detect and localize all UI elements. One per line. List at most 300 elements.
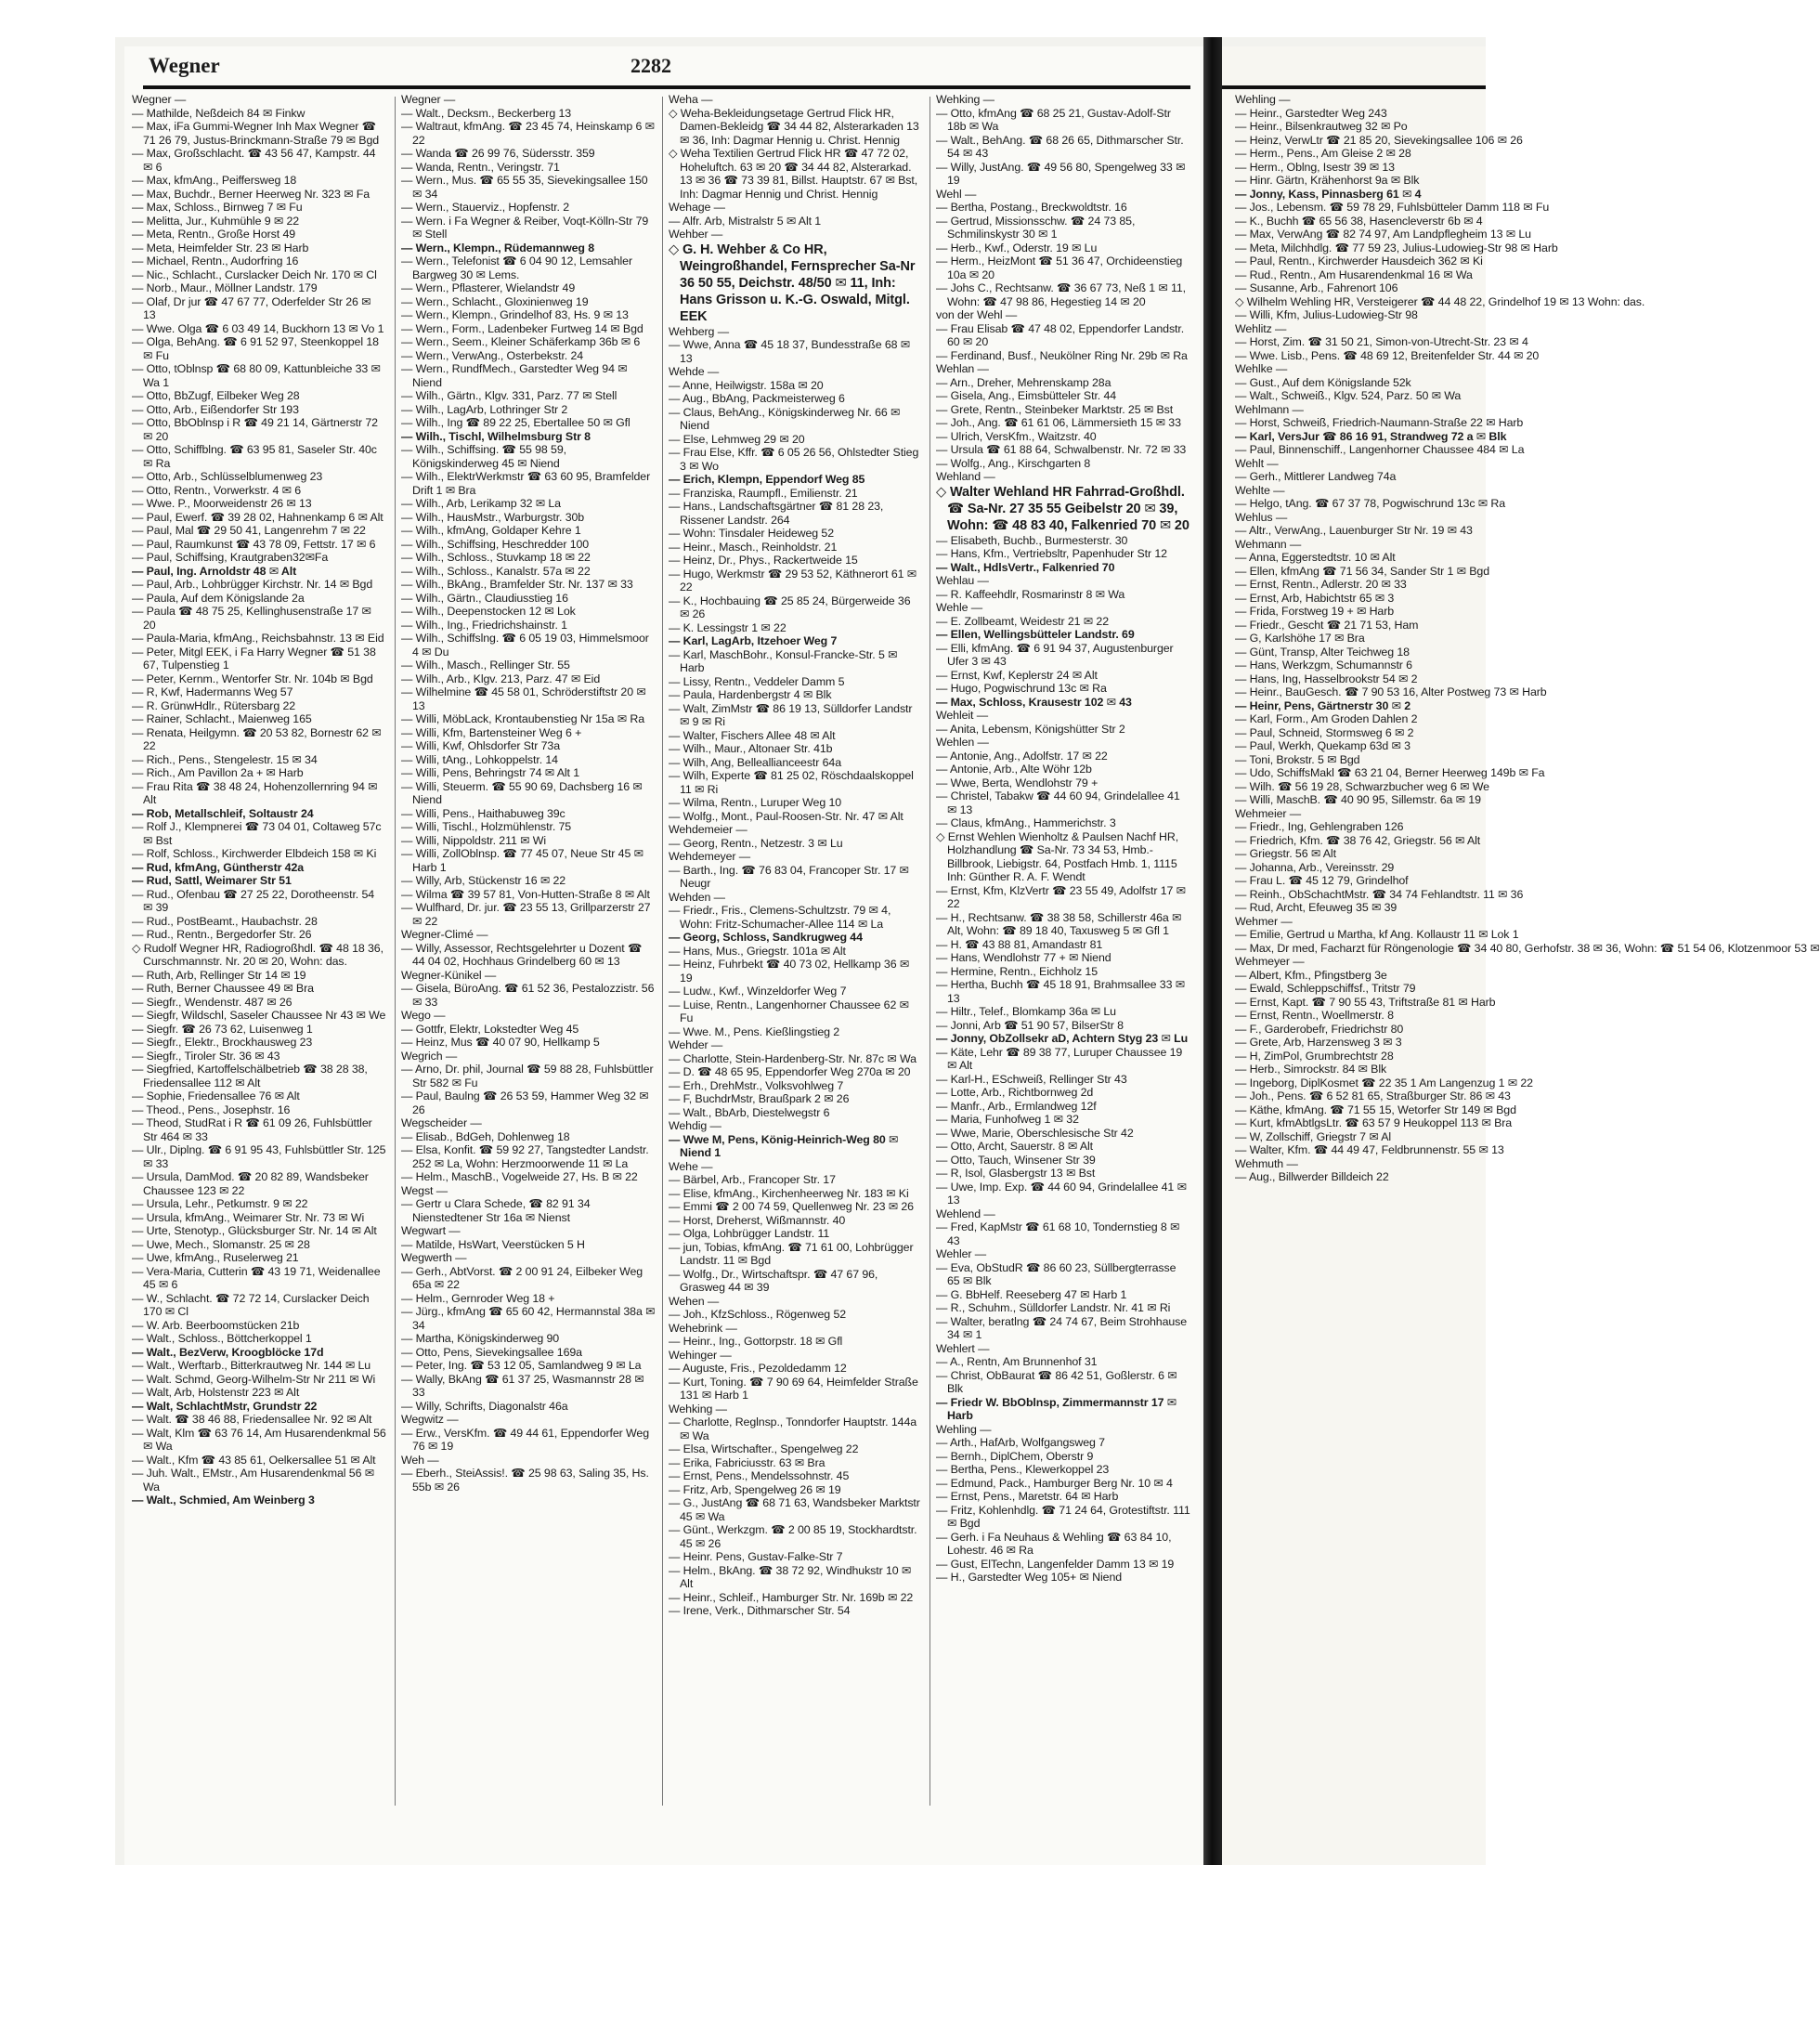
directory-entry: — Willi, Tischl., Holzmühlenstr. 75 <box>401 820 572 833</box>
directory-entry: — H., Garstedter Weg 105+ ✉ Niend <box>936 1571 1123 1584</box>
directory-entry: — Paula, Auf dem Königslande 2a <box>132 591 305 605</box>
surname-heading: Wehlend — <box>936 1207 995 1220</box>
book-gutter <box>1203 37 1222 1865</box>
directory-entry: — Wwe. Lisb., Pens. ☎ 48 69 12, Breitenfelder Str. 44 ✉ 20 <box>1235 348 1540 362</box>
directory-entry: — Renata, Heilgymn. ☎ 20 53 82, Bornestr 62 ✉ 22 <box>132 725 382 752</box>
directory-entry: — Bärbel, Arb., Francoper Str. 17 <box>669 1173 836 1186</box>
directory-entry: — Bertha, Pens., Klewerkoppel 23 <box>936 1463 1110 1476</box>
column-divider <box>662 97 663 1806</box>
directory-entry: — Heinr., Ing., Gottorpstr. 18 ✉ Gfl <box>669 1335 843 1348</box>
directory-entry: — Wern., RundfMech., Garstedter Weg 94 ✉ Niend <box>401 362 628 389</box>
directory-entry: — Vera-Maria, Cutterin ☎ 43 19 71, Weidenallee 45 ✉ 6 <box>132 1264 381 1291</box>
directory-entry: — Gottfr, Elektr, Lokstedter Weg 45 <box>401 1022 579 1036</box>
directory-entry: — Rolf J., Klempnerei ☎ 73 04 01, Coltaweg 57c ✉ Bst <box>132 820 382 847</box>
directory-entry: — Horst, Zim. ☎ 31 50 21, Simon-von-Utrecht-Str. 23 ✉ 4 <box>1235 335 1528 348</box>
directory-entry: — Gust, ElTechn, Langenfelder Damm 13 ✉ 19 <box>936 1557 1175 1571</box>
directory-entry: — Otto, BbZugf, Eilbeker Weg 28 <box>132 389 300 402</box>
directory-entry: — Walt., Schweiß., Klgv. 524, Parz. 50 ✉ Wa <box>1235 389 1462 402</box>
directory-entry: — Hans, Kfm., Vertriebsltr, Papenhuder Str 12 <box>936 547 1167 560</box>
directory-entry: — Wilh., LagArb, Lothringer Str 2 <box>401 402 568 416</box>
directory-entry: — Käte, Lehr ☎ 89 38 77, Luruper Chaussee 19 ✉ Alt <box>936 1045 1183 1072</box>
surname-heading: Wehdig — <box>669 1119 722 1132</box>
directory-entry: — Rolf, Schloss., Kirchwerder Elbdeich 158 ✉ Ki <box>132 847 377 860</box>
directory-entry: — Paula ☎ 48 75 25, Kellinghusenstraße 17 ✉ 20 <box>132 605 371 632</box>
directory-entry: — Rainer, Schlacht., Maienweg 165 <box>132 712 312 725</box>
directory-entry: — Sophie, Friedensallee 76 ✉ Alt <box>132 1089 300 1102</box>
directory-entry: — Wilh., Gärtn., Klgv. 331, Parz. 77 ✉ Stell <box>401 389 618 402</box>
directory-entry: — Urte, Stenotyp., Glücksburger Str. Nr. 14 ✉ Alt <box>132 1224 377 1237</box>
directory-entry: — Alfr. Arb, Mistralstr 5 ✉ Alt 1 <box>669 214 822 228</box>
surname-heading: Wehen — <box>669 1294 720 1308</box>
directory-entry: — Elisabeth, Buchb., Burmesterstr. 30 <box>936 533 1128 547</box>
directory-entry: — Rud., Ofenbau ☎ 27 25 22, Dorotheenstr. 54 ✉ 39 <box>132 887 375 914</box>
directory-entry: — Helm., BkAng. ☎ 38 72 92, Windhukstr 10 ✉ Alt <box>669 1563 912 1590</box>
directory-entry: — Reinh., ObSchachtMstr. ☎ 34 74 Fehlandtstr. 11 ✉ 36 <box>1235 887 1524 901</box>
directory-entry: — Ernst, Rentn., Adlerstr. 20 ✉ 33 <box>1235 578 1407 591</box>
directory-entry: — F., Garderobefr, Friedrichstr 80 <box>1235 1022 1404 1036</box>
surname-heading: Wehlert — <box>936 1341 990 1355</box>
directory-entry: — Paul, Mal ☎ 29 50 41, Langenrehm 7 ✉ 22 <box>132 524 366 537</box>
directory-entry: — Wilh., Masch., Rellinger Str. 55 <box>401 659 570 672</box>
surname-heading: Wehling — <box>1235 93 1291 106</box>
directory-entry: — Rich., Pens., Stengelestr. 15 ✉ 34 <box>132 752 318 766</box>
directory-entry: — Max, Dr med, Facharzt für Röngenologie ☎ 34 40 80, Gerhofstr. 38 ✉ 36, Wohn: ☎ 51 54 06, Klotzenmoor 53 ✉ <box>1235 941 1820 955</box>
directory-entry: — Elise, kfmAng., Kirchenheerweg Nr. 183 ✉ Ki <box>669 1186 909 1200</box>
directory-entry: — Maria, Funhofweg 1 ✉ 32 <box>936 1113 1079 1126</box>
directory-entry: — Karl-H., ESchweiß, Rellinger Str 43 <box>936 1072 1127 1086</box>
directory-entry: — Max, iFa Gummi-Wegner Inh Max Wegner ☎ 71 26 79, Justus-Brinckmann-Straße 79 ✉ Bgd <box>132 120 380 147</box>
directory-entry: — Wilh., Arb., Klgv. 213, Parz. 47 ✉ Eid <box>401 672 601 685</box>
directory-entry: — Heinr., Bilsenkrautweg 32 ✉ Po <box>1235 120 1408 133</box>
directory-entry: — Heinr. Pens, Gustav-Falke-Str 7 <box>669 1550 843 1563</box>
directory-entry: — Karl, VersJur ☎ 86 16 91, Strandweg 72 a ✉ Blk <box>1235 429 1507 443</box>
directory-entry: — Max, Buchdr., Berner Heerweg Nr. 323 ✉ Fa <box>132 187 370 201</box>
directory-entry: — Gerh., Mittlerer Landweg 74a <box>1235 470 1397 483</box>
directory-entry: — Erh., DrehMstr., Volksvohlweg 7 <box>669 1078 844 1092</box>
directory-entry: — Emilie, Gertrud u Martha, kf Ang. Kollaustr 11 ✉ Lok 1 <box>1235 928 1519 941</box>
directory-entry: — Karl, MaschBohr., Konsul-Francke-Str. 5 ✉ Harb <box>669 647 898 674</box>
directory-entry: — Willy, JustAng. ☎ 49 56 80, Spengelweg 33 ✉ 19 <box>936 160 1186 187</box>
directory-entry: — Meta, Milchhdlg. ☎ 77 59 23, Julius-Ludowieg-Str 98 ✉ Harb <box>1235 241 1558 254</box>
directory-entry: — Wern., Klempn., Rüdemannweg 8 <box>401 241 595 254</box>
directory-entry: — Walt., HdlsVertr., Falkenried 70 <box>936 560 1115 574</box>
directory-entry: — A., Rentn, Am Brunnenhof 31 <box>936 1355 1098 1368</box>
surname-heading: Wegwart — <box>401 1224 461 1237</box>
directory-entry: — Michael, Rentn., Audorfring 16 <box>132 254 299 267</box>
directory-entry: — Wilh., kfmAng, Goldaper Kehre 1 <box>401 524 581 537</box>
running-head <box>124 46 1203 89</box>
directory-entry: — Peter, Kernm., Wentorfer Str. Nr. 104b ✉ Bgd <box>132 672 373 685</box>
directory-entry: — Wern., Pflasterer, Wielandstr 49 <box>401 281 576 294</box>
directory-entry: — Herm., HeizMont ☎ 51 36 47, Orchideenstieg 10a ✉ 20 <box>936 254 1183 281</box>
directory-entry: — Hiltr., Telef., Blomkamp 36a ✉ Lu <box>936 1005 1116 1018</box>
directory-entry: — Emmi ☎ 2 00 74 59, Quellenweg Nr. 23 ✉ 26 <box>669 1200 914 1213</box>
directory-entry: — Walt, SchlachtMstr, Grundstr 22 <box>132 1399 318 1413</box>
directory-entry: — Walt., BezVerw, Kroogblöcke 17d <box>132 1345 324 1359</box>
directory-entry: — Ruth, Berner Chaussee 49 ✉ Bra <box>132 982 314 995</box>
directory-entry: — Albert, Kfm., Pfingstberg 3e <box>1235 968 1387 982</box>
directory-entry: — Walter, beratlng ☎ 24 74 67, Beim Strohhause 34 ✉ 1 <box>936 1314 1188 1341</box>
directory-entry: — Olga, BehAng. ☎ 6 91 52 97, Steenkoppel 18 ✉ Fu <box>132 335 379 362</box>
directory-entry: — Ernst, Kapt. ☎ 7 90 55 43, Triftstraße 81 ✉ Harb <box>1235 995 1496 1009</box>
surname-heading: Wehmer — <box>1235 914 1293 928</box>
directory-entry: — Ursula, Lehr., Petkumstr. 9 ✉ 22 <box>132 1197 308 1210</box>
directory-entry: — Walter, Kfm. ☎ 44 49 47, Feldbrunnenstr. 55 ✉ 13 <box>1235 1143 1504 1156</box>
directory-entry: — Siegfr., Elektr., Brockhausweg 23 <box>132 1036 313 1049</box>
directory-entry: — Günt, Transp, Alter Teichweg 18 <box>1235 645 1410 659</box>
directory-entry: — Karl, Form., Am Groden Dahlen 2 <box>1235 712 1418 725</box>
directory-entry: — Anna, Eggerstedtstr. 10 ✉ Alt <box>1235 551 1396 564</box>
column-divider <box>395 97 396 1806</box>
directory-entry: — Wilh., Schiffslng. ☎ 6 05 19 03, Himmelsmoor 4 ✉ Du <box>401 632 649 659</box>
directory-entry: — Siegfr., Tiroler Str. 36 ✉ 43 <box>132 1049 280 1063</box>
directory-entry: — Paul, Arb., Lohbrügger Kirchstr. Nr. 14 ✉ Bgd <box>132 578 373 591</box>
surname-heading: Wehdemeier — <box>669 823 748 836</box>
directory-entry: — Gerh. i Fa Neuhaus & Wehling ☎ 63 84 10, Lohestr. 46 ✉ Ra <box>936 1530 1172 1557</box>
directory-entry: — Rud, Archt, Efeuweg 35 ✉ 39 <box>1235 901 1398 914</box>
surname-heading: Wehberg — <box>669 324 729 338</box>
surname-heading: Wehler — <box>936 1247 987 1260</box>
directory-entry: — Elisab., BdGeh, Dohlenweg 18 <box>401 1129 570 1143</box>
directory-entry: — Aug., BbAng, Packmeisterweg 6 <box>669 392 845 405</box>
directory-entry: — Gisela, BüroAng. ☎ 61 52 36, Pestalozzistr. 56 ✉ 33 <box>401 982 655 1009</box>
directory-entry: — Wilh, Experte ☎ 81 25 02, Röschdaalskoppel 11 ✉ Ri <box>669 769 914 796</box>
directory-entry: — Anita, Lebensm, Königshütter Str 2 <box>936 722 1125 736</box>
directory-entry: — Wanda ☎ 26 99 76, Südersstr. 359 <box>401 147 595 160</box>
directory-entry: — Paula, Hardenbergstr 4 ✉ Blk <box>669 688 832 701</box>
directory-entry: — Georg, Schloss, Sandkrugweg 44 <box>669 931 863 944</box>
column-4 <box>936 93 1190 1839</box>
directory-entry: — Johs C., Rechtsanw. ☎ 36 67 73, Neß 1 ✉ 11, Wohn: ☎ 47 98 86, Hegestieg 14 ✉ 20 <box>936 281 1187 308</box>
directory-entry: — Meta, Heimfelder Str. 23 ✉ Harb <box>132 241 309 254</box>
directory-entry: — Susanne, Arb., Fahrenort 106 <box>1235 281 1398 294</box>
surname-heading: Wehber — <box>669 228 723 241</box>
surname-heading: Wehking — <box>936 93 994 106</box>
directory-entry: — Gisela, Ang., Eimsbütteler Str. 44 <box>936 389 1117 402</box>
directory-entry: — Charlotte, Reglnsp., Tonndorfer Hauptstr. 144a ✉ Wa <box>669 1415 917 1442</box>
directory-entry: — Horst, Schweiß, Friedrich-Naumann-Straße 22 ✉ Harb <box>1235 416 1524 429</box>
directory-entry: — Wilh, Ang, Belleallianceestr 64a <box>669 755 841 769</box>
directory-entry: — Willi, Steuerm. ☎ 55 90 69, Dachsberg 16 ✉ Niend <box>401 779 643 806</box>
surname-heading: Wegscheider — <box>401 1116 482 1129</box>
directory-entry: — Wern. i Fa Wegner & Reiber, Voqt-Kölln-Str 79 ✉ Stell <box>401 214 649 241</box>
directory-entry: — Walt, Arb, Holstenstr 223 ✉ Alt <box>132 1386 300 1399</box>
directory-entry: — R, Isol, Glasbergstr 13 ✉ Bst <box>936 1167 1096 1180</box>
directory-entry: — Wilh. ☎ 56 19 28, Schwarzbucher weg 6 ✉ We <box>1235 779 1489 793</box>
directory-entry: — Willy, Assessor, Rechtsgelehrter u Dozent ☎ 44 04 02, Hochhaus Grindelberg 60 ✉ 13 <box>401 941 643 968</box>
directory-entry: — Max, Großschlacht. ☎ 43 56 47, Kampstr. 44 ✉ 6 <box>132 147 376 174</box>
surname-heading: Wehlus — <box>1235 510 1288 524</box>
directory-entry: — F, BuchdrMstr, Braußpark 2 ✉ 26 <box>669 1092 850 1105</box>
directory-entry: — Friedr W. BbOblnsp, Zimmermannstr 17 ✉ Harb <box>936 1395 1177 1422</box>
directory-entry: — Wilh., Schiffsing. ☎ 55 98 59, Königskinderweg 45 ✉ Niend <box>401 443 566 470</box>
next-page-column <box>1235 93 1820 1839</box>
directory-entry: — Ursula ☎ 61 88 64, Schwalbenstr. Nr. 72 ✉ 33 <box>936 443 1187 456</box>
directory-entry: — Claus, kfmAng., Hammerichstr. 3 <box>936 816 1116 829</box>
directory-entry: — Edmund, Pack., Hamburger Berg Nr. 10 ✉ 4 <box>936 1476 1173 1490</box>
directory-entry: — Theod., Pens., Josephstr. 16 <box>132 1102 291 1116</box>
directory-entry: — R, Kwf, Hadermanns Weg 57 <box>132 685 293 698</box>
directory-entry: — Paul, Ing. Arnoldstr 48 ✉ Alt <box>132 564 297 578</box>
directory-entry: — Wwe. Olga ☎ 6 03 49 14, Buckhorn 13 ✉ Vo 1 <box>132 321 384 335</box>
directory-entry: — Wilh., Tischl, Wilhelmsburg Str 8 <box>401 429 591 443</box>
directory-entry: — Olaf, Dr jur ☎ 47 67 77, Oderfelder Str 26 ✉ 13 <box>132 294 371 321</box>
directory-entry: — H. ☎ 43 88 81, Amandastr 81 <box>936 937 1103 951</box>
directory-entry: — Wern., Telefonist ☎ 6 04 90 12, Lemsahler Bargweg 30 ✉ Lems. <box>401 254 632 281</box>
directory-entry: — Fritz, Arb, Spengelweg 26 ✉ 19 <box>669 1482 841 1496</box>
directory-entry: — Horst, Dreherst, Wißmannstr. 40 <box>669 1213 846 1227</box>
directory-entry: — Hans, Mus., Griegstr. 101a ✉ Alt <box>669 944 846 958</box>
directory-entry: — Willi, MöbLack, Krontaubenstieg Nr 15a ✉ Ra <box>401 712 645 725</box>
directory-entry: — Walt. Schmd, Georg-Wilhelm-Str Nr 211 ✉ Wi <box>132 1372 376 1386</box>
directory-entry: — Wilh., Schiffsing, Heschredder 100 <box>401 537 590 551</box>
surname-heading: Wehlt — <box>1235 456 1279 470</box>
directory-entry: — Eva, ObStudR ☎ 86 60 23, Süllbergterrasse 65 ✉ Blk <box>936 1260 1176 1287</box>
directory-entry: — Walt., Schmied, Am Weinberg 3 <box>132 1494 315 1507</box>
surname-heading: Wehlan — <box>936 362 989 375</box>
directory-entry: — Rud., PostBeamt., Haubachstr. 28 <box>132 914 318 928</box>
directory-entry: — Wilhelmine ☎ 45 58 01, Schröderstiftstr 20 ✉ 13 <box>401 685 646 712</box>
directory-entry: — Jonny, Kass, Pinnasberg 61 ✉ 4 <box>1235 187 1422 201</box>
directory-entry: — Ferdinand, Busf., Neukölner Ring Nr. 29b ✉ Ra <box>936 348 1188 362</box>
directory-entry: — Gerh., AbtVorst. ☎ 2 00 91 24, Eilbeker Weg 65a ✉ 22 <box>401 1264 644 1291</box>
directory-entry: — Matilde, HsWart, Veerstücken 5 H <box>401 1237 585 1251</box>
directory-entry: — Willi, Pens., Haithabuweg 39c <box>401 806 566 820</box>
directory-entry: — Georg, Rentn., Netzestr. 3 ✉ Lu <box>669 836 843 850</box>
directory-entry: — Theod, StudRat i R ☎ 61 09 26, Fuhlsbüttler Str 464 ✉ 33 <box>132 1116 372 1143</box>
directory-entry: — Arno, Dr. phil, Journal ☎ 59 88 28, Fuhlsbüttler Str 582 ✉ Fu <box>401 1063 654 1089</box>
directory-entry: — W., Schlacht. ☎ 72 72 14, Curslacker Deich 170 ✉ Cl <box>132 1291 370 1318</box>
directory-entry: — G, Karlshöhe 17 ✉ Bra <box>1235 632 1365 645</box>
directory-entry: — Rud, kfmAng, Güntherstr 42a <box>132 860 305 874</box>
directory-entry: — Herb., Kwf., Oderstr. 19 ✉ Lu <box>936 241 1098 254</box>
directory-entry: — Else, Lehmweg 29 ✉ 20 <box>669 432 805 446</box>
directory-entry: — K., Hochbauing ☎ 25 85 24, Bürgerweide 36 ✉ 26 <box>669 594 911 620</box>
directory-entry: — Ernst, Rentn., Woellmerstr. 8 <box>1235 1009 1394 1022</box>
directory-entry: — Ruth, Arb, Rellinger Str 14 ✉ 19 <box>132 968 306 982</box>
directory-entry: — Otto, Arb., Schlüsselblumenweg 23 <box>132 470 323 483</box>
directory-entry: — Wilh., Gärtn., Claudiusstieg 16 <box>401 591 568 605</box>
directory-entry: — Jonni, Arb ☎ 51 90 57, BilserStr 8 <box>936 1018 1124 1032</box>
directory-entry: — Heinz, Fuhrbekt ☎ 40 73 02, Hellkamp 36 ✉ 19 <box>669 958 910 985</box>
directory-entry: — Wolfg., Mont., Paul-Roosen-Str. Nr. 47 ✉ Alt <box>669 809 904 823</box>
directory-entry: — K., Buchh ☎ 65 56 38, Hasencleverstr 6b ✉ 4 <box>1235 214 1483 228</box>
directory-entry: — Wern., Schlacht., Gloxinienweg 19 <box>401 294 589 308</box>
surname-heading: Wehlen — <box>936 736 989 749</box>
directory-entry: — Hans., Landschaftsgärtner ☎ 81 28 23, Rissener Landstr. 264 <box>669 500 884 527</box>
directory-entry: — Toni, Brokstr. 5 ✉ Bgd <box>1235 752 1360 766</box>
directory-entry: — Arn., Dreher, Mehrenskamp 28a <box>936 375 1112 389</box>
next-page-fragment <box>1222 46 1820 1865</box>
directory-entry: — Herm., Oblng, Isestr 39 ✉ 13 <box>1235 160 1395 174</box>
directory-entry: — Auguste, Fris., Pezoldedamm 12 <box>669 1362 847 1375</box>
surname-heading: Wehlau — <box>936 574 989 587</box>
directory-entry: — Käthe, kfmAng. ☎ 71 55 15, Wetorfer Str 149 ✉ Bgd <box>1235 1102 1516 1116</box>
directory-entry: — Willi, Pens, Behringstr 74 ✉ Alt 1 <box>401 766 580 779</box>
directory-entry: — R. Kaffeehdlr, Rosmarinstr 8 ✉ Wa <box>936 587 1125 601</box>
page-number: 2282 <box>630 54 671 77</box>
directory-entry: — Paula-Maria, kfmAng., Reichsbahnstr. 13 ✉ Eid <box>132 632 384 645</box>
directory-entry: — Otto, tOblnsp ☎ 68 80 09, Kattunbleiche 33 ✉ Wa 1 <box>132 362 381 389</box>
directory-entry: — Norb., Maur., Möllner Landstr. 179 <box>132 281 318 294</box>
directory-entry: — Frau L. ☎ 45 12 79, Grindelhof <box>1235 874 1409 887</box>
directory-entry: — Willi, MaschB. ☎ 40 90 95, Sillemstr. 6a ✉ 19 <box>1235 793 1481 806</box>
directory-entry: — Rob, Metallschleif, Soltaustr 24 <box>132 806 314 820</box>
directory-entry: — Uwe, Imp. Exp. ☎ 44 60 94, Grindelallee 41 ✉ 13 <box>936 1180 1187 1207</box>
directory-page <box>124 46 1203 1865</box>
directory-entry: — Ulrich, VersKfm., Waitzstr. 40 <box>936 429 1097 443</box>
directory-entry: — Wilh., HausMstr., Warburgstr. 30b <box>401 510 585 524</box>
directory-entry: — Wanda, Rentn., Veringstr. 71 <box>401 160 560 174</box>
directory-entry: — jun, Tobias, kfmAng. ☎ 71 61 00, Lohbrügger Landstr. 11 ✉ Bgd <box>669 1240 914 1267</box>
directory-entry: — H., Rechtsanw. ☎ 38 38 58, Schillerstr 46a ✉ Alt, Wohn: ☎ 89 18 40, Taxusweg 5 ✉ Gfl 1 <box>936 910 1182 937</box>
directory-entry: — H, ZimPol, Grumbrechtstr 28 <box>1235 1049 1394 1063</box>
directory-entry: — Ernst, Kwf, Keplerstr 24 ✉ Alt <box>936 668 1098 682</box>
directory-entry: — Walt., BbArb, Diestelwegstr 6 <box>669 1105 830 1119</box>
directory-entry: — Wilh., ElektrWerkmstr ☎ 63 60 95, Bramfelder Drift 1 ✉ Bra <box>401 470 651 497</box>
directory-entry: — Max, VerwAng ☎ 82 74 97, Am Landpflegheim 13 ✉ Lu <box>1235 228 1531 241</box>
directory-entry: — Rich., Am Pavillon 2a + ✉ Harb <box>132 766 304 779</box>
column-2 <box>401 93 656 1839</box>
directory-entry: — Helm., Gernroder Weg 18 + <box>401 1291 555 1305</box>
directory-entry: — G., JustAng ☎ 68 71 63, Wandsbeker Marktstr 45 ✉ Wa <box>669 1496 920 1523</box>
directory-entry: — Uwe, Mech., Slomanstr. 25 ✉ 28 <box>132 1237 310 1251</box>
directory-entry: — Nic., Schlacht., Curslacker Deich Nr. 170 ✉ Cl <box>132 267 377 281</box>
directory-entry: — Paul, Raumkunst ☎ 43 78 09, Fettstr. 17 ✉ 6 <box>132 537 376 551</box>
directory-entry: — Jürg., kfmAng ☎ 65 60 42, Hermannstal 38a ✉ 34 <box>401 1305 656 1332</box>
directory-entry: — Aug., Billwerder Billdeich 22 <box>1235 1170 1389 1183</box>
directory-entry: — Max, Schloss, Krausestr 102 ✉ 43 <box>936 695 1132 709</box>
directory-entry: — Johanna, Arb., Vereinsstr. 29 <box>1235 860 1395 874</box>
directory-entry: — Wolfg., Ang., Kirschgarten 8 <box>936 456 1091 470</box>
header-rule <box>1222 85 1486 89</box>
directory-entry: — G. BbHelf. Reeseberg 47 ✉ Harb 1 <box>936 1287 1127 1301</box>
directory-entry: ◇ G. H. Wehber & Co HR, Weingroßhandel, Fernsprecher Sa-Nr 36 50 55, Deichstr. 48/50 ✉ 11, Inh: Hans Grisson u. K.-G. Oswald, Mitgl. EEK <box>669 241 916 324</box>
directory-entry: — Frau Elisab ☎ 47 48 02, Eppendorfer Landstr. 60 ✉ 20 <box>936 321 1185 348</box>
directory-entry: — Wilh., Arb, Lerikamp 32 ✉ La <box>401 497 561 510</box>
directory-entry: — Paul, Rentn., Kirchwerder Hausdeich 362 ✉ Ki <box>1235 254 1483 267</box>
directory-entry: — Mathilde, Neßdeich 84 ✉ Finkw <box>132 106 306 120</box>
directory-entry: — Bernh., DiplChem, Oberstr 9 <box>936 1449 1094 1463</box>
surname-heading: Wehmeier — <box>1235 806 1302 820</box>
surname-heading: Wehlmann — <box>1235 402 1304 416</box>
surname-heading: Wehmuth — <box>1235 1156 1298 1170</box>
directory-entry: — Wolfg., Dr., Wirtschaftspr. ☎ 47 67 96, Grasweg 44 ✉ 39 <box>669 1267 878 1294</box>
surname-heading: Wehking — <box>669 1402 727 1415</box>
directory-entry: — Luise, Rentn., Langenhorner Chaussee 62 ✉ Fu <box>669 998 909 1024</box>
directory-entry: — Willi, tAng., Lohkoppelstr. 14 <box>401 752 558 766</box>
directory-entry: — Ellen, Wellingsbütteler Landstr. 69 <box>936 628 1135 641</box>
directory-entry: — Heinr., Garstedter Weg 243 <box>1235 106 1387 120</box>
directory-entry: — Charlotte, Stein-Hardenberg-Str. Nr. 87c ✉ Wa <box>669 1051 916 1065</box>
directory-entry: — D. ☎ 48 65 95, Eppendorfer Weg 270a ✉ 20 <box>669 1065 911 1078</box>
directory-entry: — Otto, Arb., Eißendorfer Str 193 <box>132 402 299 416</box>
surname-heading: von der Wehl — <box>936 308 1018 321</box>
directory-entry: — Ernst, Arb, Habichtstr 65 ✉ 3 <box>1235 591 1395 605</box>
directory-entry: — K. Lessingstr 1 ✉ 22 <box>669 620 786 634</box>
directory-entry: — Fritz, Kohlenhdlg. ☎ 71 24 64, Grotestiftstr. 111 ✉ Bgd <box>936 1503 1190 1530</box>
directory-entry: — Jonny, ObZollsekr aD, Achtern Styg 23 ✉ Lu <box>936 1032 1189 1045</box>
column-1 <box>132 93 386 1839</box>
directory-entry: — W, Zollschiff, Griegstr 7 ✉ Al <box>1235 1129 1392 1143</box>
directory-entry: — Ewald, Schleppschiffsf., Tritstr 79 <box>1235 982 1416 995</box>
directory-entry: — Friedrich, Kfm. ☎ 38 76 42, Griegstr. 56 ✉ Alt <box>1235 833 1481 847</box>
surname-heading: Wegwitz — <box>401 1413 459 1426</box>
surname-heading: Wehmann — <box>1235 537 1302 551</box>
directory-entry: — Hans, Werkzgm, Schumannstr 6 <box>1235 659 1412 672</box>
directory-entry: — Wern., Stauerviz., Hopfenstr. 2 <box>401 201 570 214</box>
directory-entry: — Hinr. Gärtn, Krähenhorst 9a ✉ Blk <box>1235 174 1420 187</box>
running-head-name: Wegner <box>149 54 220 77</box>
directory-entry: — Otto, BbOblnsp i R ☎ 49 21 14, Gärtnerstr 72 ✉ 20 <box>132 416 378 443</box>
directory-entry: — Claus, BehAng., Königskinderweg Nr. 66 ✉ Niend <box>669 405 901 432</box>
directory-entry: — Altr., VerwAng., Lauenburger Str Nr. 19 ✉ 43 <box>1235 524 1473 537</box>
surname-heading: Wehmeyer — <box>1235 955 1305 968</box>
directory-entry: — Antonie, Arb., Alte Wöhr 12b <box>936 763 1092 776</box>
directory-entry: — Otto, Rentn., Vorwerkstr. 4 ✉ 6 <box>132 483 301 497</box>
directory-entry: — Friedr., Fris., Clemens-Schultzstr. 79 ✉ 4, Wohn: Fritz-Schumacher-Allee 114 ✉ La <box>669 904 891 931</box>
directory-entry: — Helgo, tAng. ☎ 67 37 78, Pogwischrund 13c ✉ Ra <box>1235 497 1506 510</box>
header-rule <box>143 85 1190 89</box>
directory-entry: — Melitta, Jur., Kuhmühle 9 ✉ 22 <box>132 214 300 228</box>
directory-entry: — Meta, Rentn., Große Horst 49 <box>132 228 296 241</box>
directory-entry: — Willi, Nippoldstr. 211 ✉ Wi <box>401 833 546 847</box>
directory-entry: — Frau Rita ☎ 38 48 24, Hohenzollernring 94 ✉ Alt <box>132 779 378 806</box>
directory-entry: — Willi, Kwf, Ohlsdorfer Str 73a <box>401 739 561 752</box>
surname-heading: Wegner-Climé — <box>401 928 488 941</box>
directory-entry: — Paul, Baulng ☎ 26 53 59, Hammer Weg 32 ✉ 26 <box>401 1089 649 1116</box>
surname-heading: Wegner — <box>401 93 456 106</box>
directory-entry: — Walt, ZimMstr ☎ 86 19 13, Sülldorfer Landstr ✉ 9 ✉ Ri <box>669 701 913 728</box>
directory-entry: — Otto, Tauch, Winsener Str 39 <box>936 1153 1096 1167</box>
directory-entry: — E. Zollbeamt, Weidestr 21 ✉ 22 <box>936 614 1110 628</box>
surname-heading: Weh — <box>401 1453 439 1467</box>
directory-entry: — Elsa, Wirtschafter., Spengelweg 22 <box>669 1442 859 1455</box>
directory-entry: — Erw., VersKfm. ☎ 49 44 61, Eppendorfer Weg 76 ✉ 19 <box>401 1426 650 1453</box>
directory-entry: — R. GrünwHdlr., Rütersbarg 22 <box>132 698 296 712</box>
directory-entry: — Wwe, Berta, Wendlohstr 79 + <box>936 776 1098 789</box>
surname-heading: Wehinger — <box>669 1348 732 1362</box>
directory-entry: — Barth., Ing. ☎ 76 83 04, Francoper Str. 17 ✉ Neugr <box>669 863 909 890</box>
directory-entry: — Kurt, kfmAbtlgsLtr. ☎ 63 57 9 Heukoppel 113 ✉ Bra <box>1235 1116 1513 1129</box>
directory-entry: ◇ Ernst Wehlen Wienholtz & Paulsen Nachf HR, Holzhandlung ☎ Sa-Nr. 73 34 53, Hmb.-Billbrook, Liebigstr. 64, Postfach Hmb. 1, 1115 Inh: Günther R. A. F. Wendt <box>936 829 1179 883</box>
directory-entry: — Günt., Werkzgm. ☎ 2 00 85 19, Stockhardtstr. 45 ✉ 26 <box>669 1523 917 1550</box>
directory-entry: — Juh. Walt., EMstr., Am Husarendenkmal 56 ✉ Wa <box>132 1467 374 1494</box>
directory-entry: — Otto, kfmAng ☎ 68 25 21, Gustav-Adolf-Str 18b ✉ Wa <box>936 106 1171 133</box>
directory-entry: — Ernst, Pens., Maretstr. 64 ✉ Harb <box>936 1490 1119 1503</box>
directory-entry: — Wilh., Deepenstocken 12 ✉ Lok <box>401 605 576 618</box>
surname-heading: Wehe — <box>669 1159 713 1173</box>
directory-entry: — Paul, Binnenschiff., Langenhorner Chaussee 484 ✉ La <box>1235 443 1525 456</box>
directory-entry: — Waltraut, kfmAng. ☎ 23 45 74, Heinskamp 6 ✉ 22 <box>401 120 655 147</box>
directory-entry: — Otto, Schiffblng. ☎ 63 95 81, Saseler Str. 40c ✉ Ra <box>132 443 377 470</box>
directory-entry: — Heinz, Dr., Phys., Rackertweide 15 <box>669 554 858 567</box>
directory-entry: — Erika, Fabriciusstr. 63 ✉ Bra <box>669 1455 826 1469</box>
directory-entry: ◇ Rudolf Wegner HR, Radiogroßhdl. ☎ 48 18 36, Curschmannstr. Nr. 20 ✉ 20, Wohn: das. <box>132 941 384 968</box>
directory-entry: — Ludw., Kwf., Winzeldorfer Weg 7 <box>669 985 847 998</box>
surname-heading: Wegwerth — <box>401 1251 467 1264</box>
surname-heading: Wehage — <box>669 201 725 214</box>
directory-entry: — Wern., Mus. ☎ 65 55 35, Sievekingsallee 150 ✉ 34 <box>401 174 648 201</box>
directory-entry: — Willi, Kfm, Julius-Ludowieg-Str 98 <box>1235 308 1418 321</box>
surname-heading: Wehder — <box>669 1038 723 1051</box>
directory-entry: — R., Schuhm., Sülldorfer Landstr. Nr. 41 ✉ Ri <box>936 1301 1171 1314</box>
directory-entry: — Udo, SchiffsMakl ☎ 63 21 04, Berner Heerweg 149b ✉ Fa <box>1235 766 1545 779</box>
directory-entry: — Wilh., BkAng., Bramfelder Str. Nr. 137 ✉ 33 <box>401 578 633 591</box>
directory-entry: — Rud, Sattl, Weimarer Str 51 <box>132 874 292 887</box>
surname-heading: Wehdemeyer — <box>669 850 751 863</box>
directory-entry: — Otto, Pens, Sievekingsallee 169a <box>401 1345 582 1359</box>
